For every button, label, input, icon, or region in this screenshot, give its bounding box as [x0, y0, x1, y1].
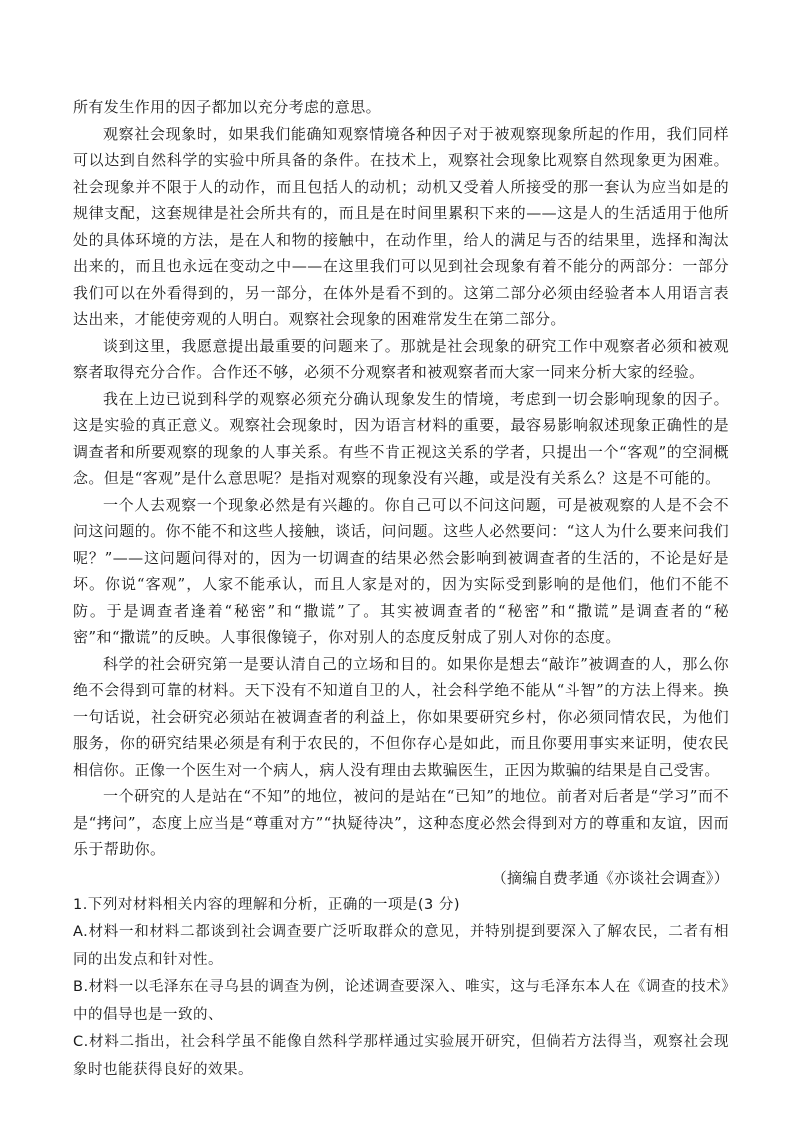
question-stem: 1.下列对材料相关内容的理解和分析，正确的一项是(3 分): [73, 896, 460, 913]
passage-paragraph-2: 观察社会现象时，如果我们能确知观察情境各种因子对于被观察现象所起的作用，我们同样可以达到自然科学的实验中所具备的条件。在技术上，观察社会现象比观察自然现象更为困难。社会现象并不限于人的动作，而且包括人的动机；动机又受着人所接受的那一套认为应当如是的规律支配，这套规律是社会所共有的，而且是在时间里累积下来的——这是人的生活适用于他所处的具体环境的方法，是在人和物的接触中，在动作里，给人的满足与否的结果里，选择和淘汰出来的，而且也永远在变动之中——在这里我们可以见到社会现象有着不能分的两部分：一部分我们可以在外看得到的，另一部分，在体外是看不到的。这第二部分必须由经验者本人用语言表达出来，才能使旁观的人明白。观察社会现象的困难常发生在第二部分。: [73, 124, 729, 328]
reading-passage: [73, 94, 729, 892]
question-option-a: A.材料一和材料二都谈到社会调查要广泛听取群众的意见，并特别提到要深入了解农民，二者有相同的出发点和针对性。: [73, 924, 729, 968]
passage-paragraph-5: 一个人去观察一个现象必然是有兴趣的。你自己可以不问这问题，可是被观察的人是不会不问这问题的。你不能不和这些人接触，谈话，问问题。这些人必然要问：“这人为什么要来问我们呢？”——这问题问得对的，因为一切调查的结果必然会影响到被调查者的生活的，不论是好是坏。你说“客观”，人家不能承认，而且人家是对的，因为实际受到影响的是他们，他们不能不防。于是调查者逢着“秘密”和“撒谎”了。其实被调查者的“秘密”和“撒谎”是调查者的“秘密”和“撒谎”的反映。人事很像镜子，你对别人的态度反射成了别人对你的态度。: [73, 495, 729, 646]
passage-paragraph-4: 我在上边已说到科学的观察必须充分确认现象发生的情境，考虑到一切会影响现象的因子。这是实验的真正意义。观察社会现象时，因为语言材料的重要，最容易影响叙述现象正确性的是调查者和所要观察的现象的人事关系。有些不肯正视这关系的学者，只提出一个“客观”的空洞概念。但是“客观”是什么意思呢？是指对观察的现象没有兴趣，或是没有关系么？这是不可能的。: [73, 389, 729, 487]
passage-paragraph-7: 一个研究的人是站在“不知”的地位，被问的是站在“已知”的地位。前者对后者是“学习”而不是“拷问”，态度上应当是“尊重对方”“执疑待决”，这种态度必然会得到对方的尊重和友谊，因而乐于帮助你。: [73, 787, 729, 858]
passage-paragraph-1: 所有发生作用的因子都加以充分考虑的意思。: [73, 98, 382, 116]
question-option-c: C.材料二指出，社会科学虽不能像自然科学那样通过实验展开研究，但倘若方法得当，观察社会现象时也能获得良好的效果。: [73, 1034, 729, 1078]
question-option-b: B.材料一以毛泽东在寻乌县的调查为例，论述调查要深入、唯实，这与毛泽东本人在《调查的技术》中的倡导也是一致的、: [73, 979, 729, 1023]
passage-paragraph-3: 谈到这里，我愿意提出最重要的问题来了。那就是社会现象的研究工作中观察者必须和被观察者取得充分合作。合作还不够，必须不分观察者和被观察者而大家一同来分析大家的经验。: [73, 336, 729, 381]
document-page: [73, 94, 729, 1084]
passage-source: （摘编自费孝通《亦谈社会调查》）: [491, 868, 729, 887]
question-1: [73, 892, 729, 1085]
passage-paragraph-6: 科学的社会研究第一是要认清自己的立场和目的。如果你是想去“敲诈”被调查的人，那么你绝不会得到可靠的材料。天下没有不知道自卫的人，社会科学绝不能从“斗智”的方法上得来。换一句话说，社会研究必须站在被调查者的利益上，你如果要研究乡村，你必须同情农民，为他们服务，你的研究结果必须是有利于农民的，不但你存心是如此，而且你要用事实来证明，使农民相信你。正像一个医生对一个病人，病人没有理由去欺骗医生，正因为欺骗的结果是自己受害。: [73, 654, 729, 779]
